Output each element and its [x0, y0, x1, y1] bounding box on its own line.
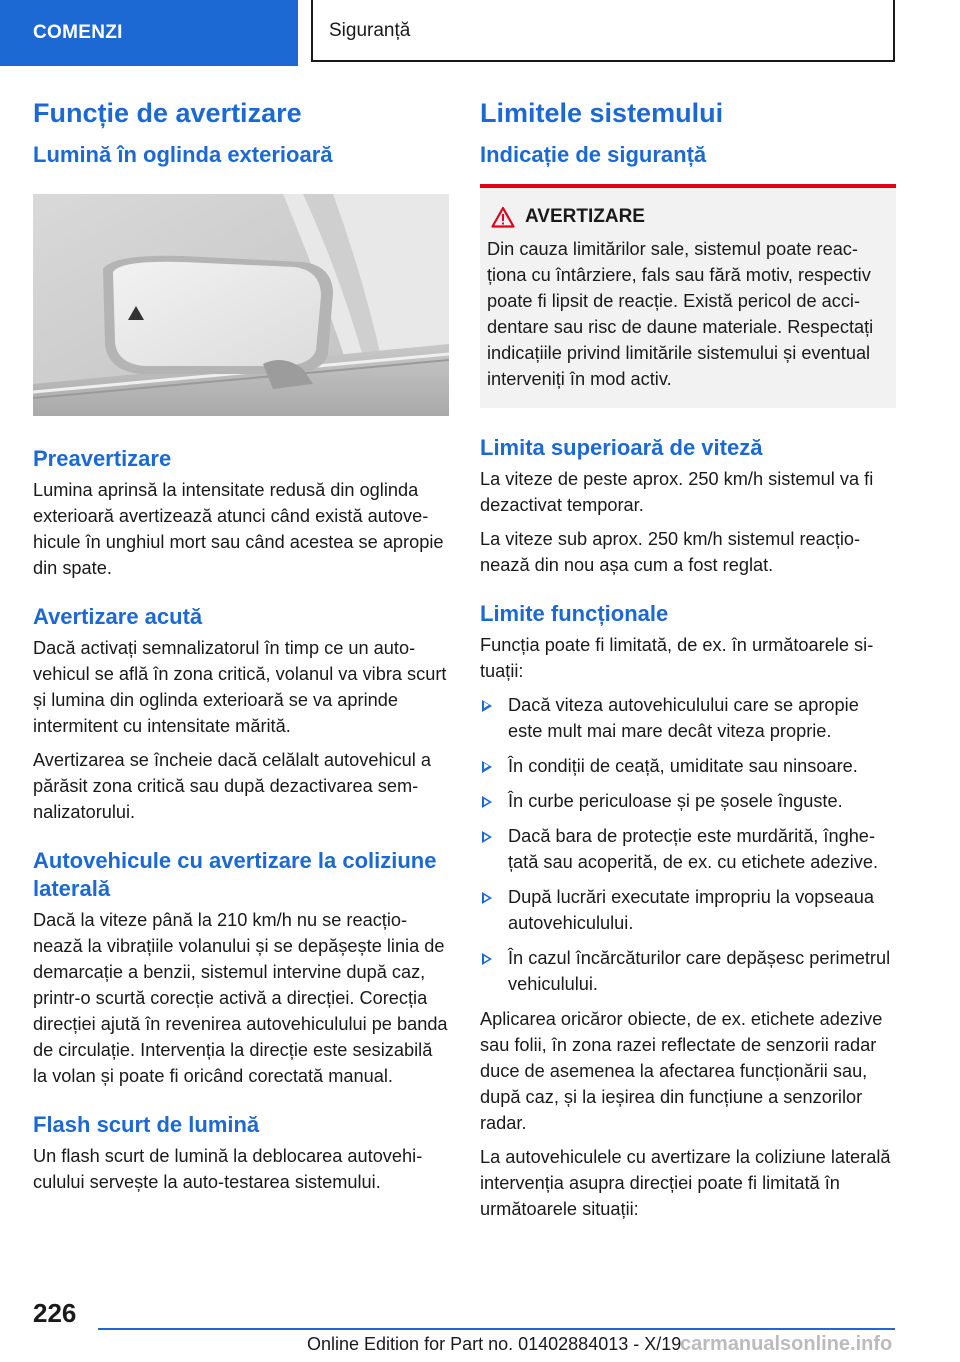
avertizare-acuta-heading: Avertizare acută	[33, 603, 203, 629]
list-item: În curbe periculoase și pe șosele înguste.	[480, 788, 896, 814]
chapter-title: Siguranță	[311, 0, 895, 62]
left-column	[33, 96, 449, 1203]
section-tab: COMENZI	[0, 0, 298, 66]
limita-viteza-heading: Limita superioară de viteză	[480, 434, 763, 460]
watermark: carmanualsonline.info	[680, 1333, 893, 1355]
right-column	[480, 96, 896, 1230]
left-subtitle: Lumină în oglinda exterioară	[33, 142, 333, 168]
edition-footer: Online Edition for Part no. 01402884013 - X/19	[307, 1334, 682, 1354]
preavertizare-heading: Preavertizare	[33, 445, 172, 471]
bullet-triangle-icon	[482, 892, 492, 904]
limitations-list	[480, 692, 896, 997]
mirror-illustration	[33, 194, 449, 416]
list-item: Dacă bara de protecție este murdărită, înghețată sau acoperită, de ex. cu etichete adezive.	[480, 823, 896, 875]
bullet-triangle-icon	[482, 831, 492, 843]
right-title: Limitele sistemului	[480, 98, 724, 128]
footer-divider	[98, 1328, 895, 1330]
warning-triangle-icon	[491, 206, 515, 228]
flash-text: Un flash scurt de lumină la deblocarea autovehiculului servește la auto-testarea sistemului.	[33, 1145, 423, 1192]
list-item: Dacă viteza autovehiculului care se apropie este mult mai mare decât viteza proprie.	[480, 692, 896, 744]
coliziune-text: La autovehiculele cu avertizare la coliziune laterală intervenția asupra direcției poate fi limitată în următoarele situații:	[480, 1146, 891, 1220]
bullet-triangle-icon	[482, 796, 492, 808]
warning-title: AVERTIZARE	[525, 205, 645, 227]
coliziune-laterala-heading: Autovehicule cu avertizare la coliziune laterală	[33, 847, 437, 901]
flash-heading: Flash scurt de lumină	[33, 1111, 260, 1137]
bullet-triangle-icon	[482, 700, 492, 712]
limite-functionale-intro: Funcția poate fi limitată, de ex. în următoarele situații:	[480, 634, 874, 681]
list-item: În condiții de ceață, umiditate sau ninsoare.	[480, 753, 896, 779]
avertizare-acuta-text-1: Dacă activați semnalizatorul în timp ce un autovehicul se află în zona critică, volanul va vibra scurt și lumina din oglinda exterioară se va aprinde intermitent cu intensitate mărită.	[33, 637, 447, 736]
bullet-triangle-icon	[482, 953, 492, 965]
warning-box	[480, 184, 896, 408]
avertizare-acuta-text-2: Avertizarea se încheie dacă celălalt autovehicul a părăsit zona critică sau după dezactivarea semnalizatorului.	[33, 749, 432, 822]
radar-text: Aplicarea oricăror obiecte, de ex. etichete adezive sau folii, în zona razei reflectate de senzorii radar duce de asemenea la afectarea funcționării sau, după caz, și la ieșirea din funcțiune a senzorilor radar.	[480, 1008, 883, 1133]
page-number: 226	[33, 1298, 77, 1328]
limita-viteza-text-2: La viteze sub aprox. 250 km/h sistemul reacționează din nou așa cum a fost reglat.	[480, 528, 861, 575]
limite-functionale-heading: Limite funcționale	[480, 600, 669, 626]
list-item: În cazul încărcăturilor care depășesc perimetrul vehiculului.	[480, 945, 896, 997]
limita-viteza-text-1: La viteze de peste aprox. 250 km/h sistemul va fi dezactivat temporar.	[480, 468, 874, 515]
left-title: Funcție de avertizare	[33, 98, 302, 128]
list-item: După lucrări executate impropriu la vopseaua autovehiculului.	[480, 884, 896, 936]
bullet-triangle-icon	[482, 761, 492, 773]
preavertizare-text: Lumina aprinsă la intensitate redusă din oglinda exterioară avertizează atunci când există autovehicule în unghiul mort sau când acestea se apropie din spate.	[33, 479, 444, 578]
coliziune-laterala-text: Dacă la viteze până la 210 km/h nu se reacționează la vibrațiile volanului și se depășește linia de demarcație a benzii, sistemul intervine după caz, printr-o scurtă corecție activă a direcției. Corecția direcției ajută în revenirea autovehiculului pe banda de circulație. Intervenția la direcție este sesizabilă la volan și poate fi oricând corectată manual.	[33, 909, 448, 1086]
warning-header	[487, 206, 890, 228]
warning-text: Din cauza limitărilor sale, sistemul poate reacționa cu întârziere, fals sau fără motiv, respectiv poate fi lipsit de reacție. Există pericol de accidentare sau risc de daune materiale. Respectați indicațiile privind limitările sistemului și eventual interveniți în mod activ.	[487, 238, 874, 389]
page-header	[0, 0, 960, 66]
right-subtitle: Indicație de siguranță	[480, 142, 707, 168]
